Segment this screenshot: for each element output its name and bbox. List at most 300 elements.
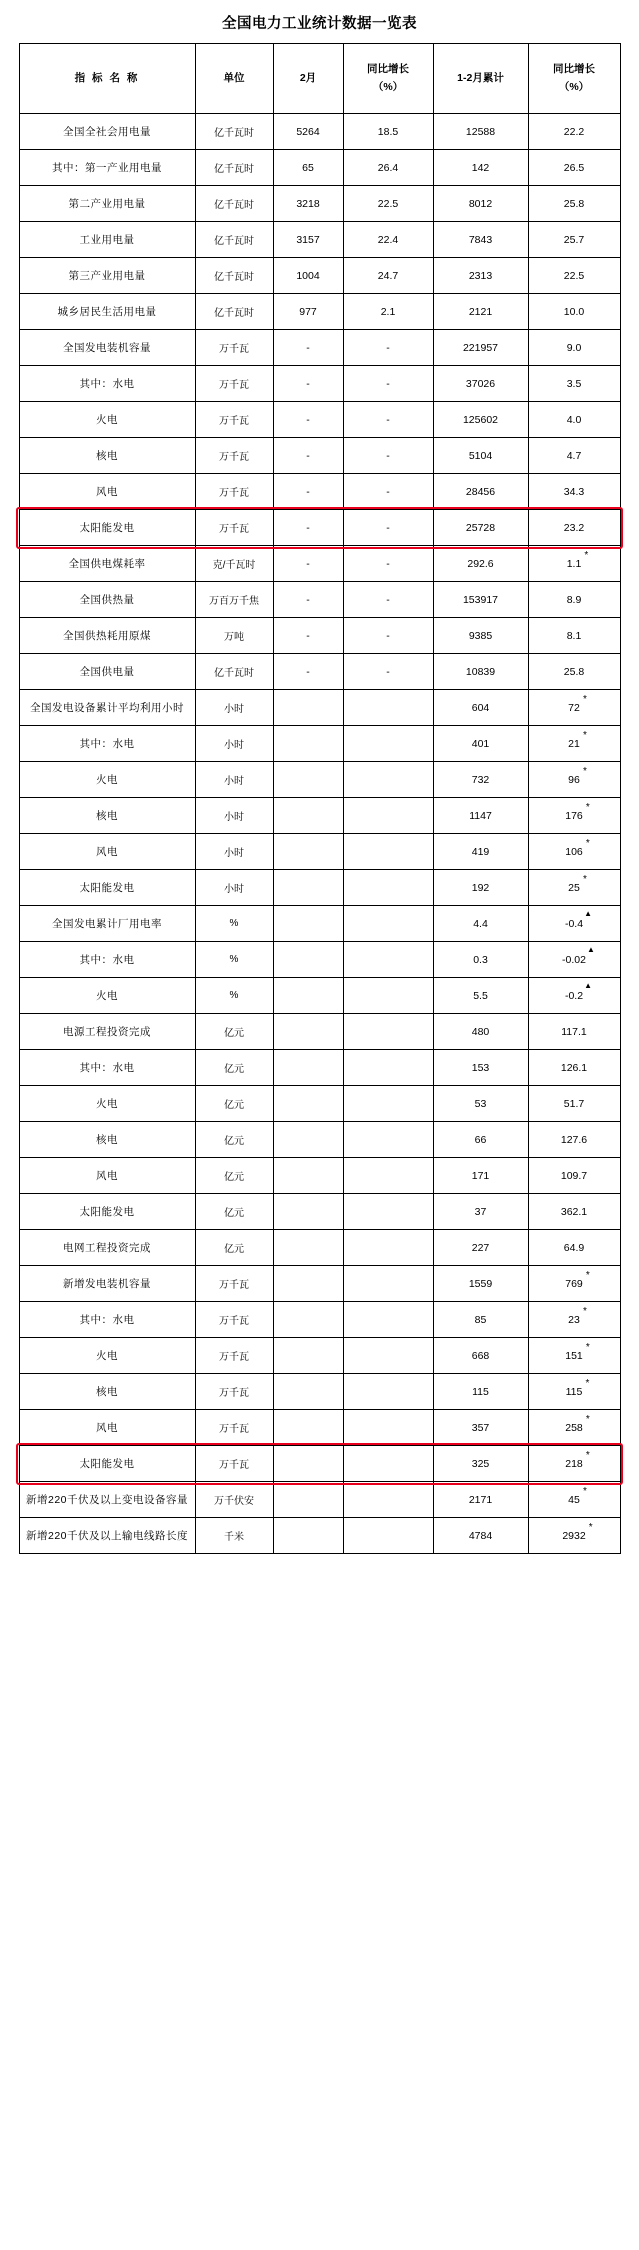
table-row xyxy=(19,150,620,186)
column-header-february xyxy=(273,44,343,114)
row-february-value xyxy=(273,1158,343,1194)
row-cumulative-value: 401 xyxy=(433,726,528,762)
row-cumulative-value: 153 xyxy=(433,1050,528,1086)
row-indicator-name: 其中：水电 xyxy=(19,942,195,978)
row-unit: 亿元 xyxy=(195,1050,273,1086)
row-february-yoy xyxy=(343,798,433,834)
page-title: 全国电力工业统计数据一览表 xyxy=(222,16,417,32)
row-february-value xyxy=(273,834,343,870)
row-cumulative-value: 604 xyxy=(433,690,528,726)
row-cumulative-value: 2121 xyxy=(433,294,528,330)
row-february-value: - xyxy=(273,402,343,438)
triangle-marker-icon: ▲ xyxy=(587,944,595,954)
row-cumulative-yoy xyxy=(528,906,620,942)
table-row xyxy=(19,258,620,294)
triangle-marker-icon: ▲ xyxy=(584,908,593,918)
row-unit: 亿元 xyxy=(195,1194,273,1230)
table-row xyxy=(19,330,620,366)
row-cumulative-yoy xyxy=(528,1266,620,1302)
row-indicator-name: 全国供电煤耗率 xyxy=(19,546,195,582)
row-cumulative-yoy xyxy=(528,690,620,726)
table-row xyxy=(19,1410,620,1446)
row-indicator-name: 新增发电装机容量 xyxy=(19,1266,195,1302)
asterisk-marker-icon: * xyxy=(582,765,587,777)
column-header-february-label: 2月 xyxy=(299,72,317,85)
row-february-value: - xyxy=(273,654,343,690)
row-unit: 万千瓦 xyxy=(195,1302,273,1338)
row-indicator-name: 火电 xyxy=(19,402,195,438)
row-february-value xyxy=(273,942,343,978)
row-unit: 小时 xyxy=(195,690,273,726)
row-unit: 亿千瓦时 xyxy=(195,654,273,690)
table-row xyxy=(19,438,620,474)
row-cumulative-value: 85 xyxy=(433,1302,528,1338)
row-indicator-name: 核电 xyxy=(19,438,195,474)
asterisk-marker-icon: * xyxy=(584,549,589,561)
row-cumulative-yoy xyxy=(528,762,620,798)
row-cumulative-yoy: 10.0 xyxy=(528,294,620,330)
row-cumulative-yoy-value: 2932 * xyxy=(562,1521,593,1542)
row-cumulative-yoy xyxy=(528,546,620,582)
row-february-value xyxy=(273,1230,343,1266)
row-february-yoy xyxy=(343,1338,433,1374)
column-header-unit-label: 单位 xyxy=(223,72,245,85)
row-unit: 万千瓦 xyxy=(195,474,273,510)
row-indicator-name: 其中：水电 xyxy=(19,366,195,402)
row-indicator-name: 风电 xyxy=(19,834,195,870)
row-unit: 亿千瓦时 xyxy=(195,114,273,150)
table-row xyxy=(19,1446,620,1482)
row-february-yoy: - xyxy=(343,438,433,474)
table-row xyxy=(19,546,620,582)
row-february-yoy xyxy=(343,726,433,762)
table-row xyxy=(19,1194,620,1230)
row-indicator-name: 电网工程投资完成 xyxy=(19,1230,195,1266)
row-cumulative-value: 192 xyxy=(433,870,528,906)
row-february-value xyxy=(273,1086,343,1122)
row-february-value xyxy=(273,1050,343,1086)
asterisk-marker-icon: * xyxy=(582,729,587,741)
row-unit: 万千瓦 xyxy=(195,366,273,402)
table-row xyxy=(19,1518,620,1554)
row-cumulative-yoy: 127.6 xyxy=(528,1122,620,1158)
row-indicator-name: 第二产业用电量 xyxy=(19,186,195,222)
row-unit: 万千瓦 xyxy=(195,438,273,474)
row-indicator-name: 全国发电设备累计平均利用小时 xyxy=(19,690,195,726)
row-unit: 小时 xyxy=(195,762,273,798)
row-indicator-name: 风电 xyxy=(19,474,195,510)
row-indicator-name: 其中：水电 xyxy=(19,726,195,762)
row-february-value xyxy=(273,726,343,762)
row-unit: 亿元 xyxy=(195,1086,273,1122)
row-cumulative-yoy xyxy=(528,942,620,978)
row-february-yoy xyxy=(343,1302,433,1338)
row-cumulative-value: 4.4 xyxy=(433,906,528,942)
row-february-yoy: - xyxy=(343,510,433,546)
column-header-unit xyxy=(195,44,273,114)
row-unit: 亿千瓦时 xyxy=(195,222,273,258)
table-row xyxy=(19,1302,620,1338)
row-february-yoy xyxy=(343,1482,433,1518)
row-february-value xyxy=(273,1374,343,1410)
row-february-value xyxy=(273,1194,343,1230)
row-cumulative-yoy xyxy=(528,1374,620,1410)
row-unit: 亿元 xyxy=(195,1230,273,1266)
row-cumulative-yoy-value: 151 * xyxy=(565,1341,590,1362)
row-february-value: 977 xyxy=(273,294,343,330)
row-february-yoy: - xyxy=(343,618,433,654)
row-cumulative-yoy: 362.1 xyxy=(528,1194,620,1230)
row-indicator-name: 太阳能发电 xyxy=(19,510,195,546)
row-unit: 亿千瓦时 xyxy=(195,150,273,186)
row-cumulative-yoy xyxy=(528,1338,620,1374)
row-cumulative-yoy xyxy=(528,870,620,906)
row-unit: 亿元 xyxy=(195,1014,273,1050)
row-february-value xyxy=(273,762,343,798)
row-cumulative-value: 28456 xyxy=(433,474,528,510)
row-indicator-name: 第三产业用电量 xyxy=(19,258,195,294)
row-february-yoy: - xyxy=(343,474,433,510)
row-cumulative-value: 221957 xyxy=(433,330,528,366)
row-cumulative-yoy-value: 115 * xyxy=(565,1377,590,1398)
row-cumulative-yoy: 25.8 xyxy=(528,186,620,222)
row-cumulative-value: 115 xyxy=(433,1374,528,1410)
row-cumulative-value: 1147 xyxy=(433,798,528,834)
row-february-yoy xyxy=(343,1122,433,1158)
row-cumulative-yoy xyxy=(528,978,620,1014)
row-february-yoy: - xyxy=(343,582,433,618)
asterisk-marker-icon: * xyxy=(585,1413,590,1425)
table-row xyxy=(19,834,620,870)
row-cumulative-yoy-value: -0.2 ▲ xyxy=(564,980,593,1002)
row-february-value xyxy=(273,690,343,726)
row-unit: 亿千瓦时 xyxy=(195,294,273,330)
row-february-value xyxy=(273,870,343,906)
row-cumulative-yoy xyxy=(528,726,620,762)
row-cumulative-value: 480 xyxy=(433,1014,528,1050)
row-february-value: - xyxy=(273,330,343,366)
row-indicator-name: 火电 xyxy=(19,1086,195,1122)
row-february-value: 5264 xyxy=(273,114,343,150)
row-cumulative-yoy xyxy=(528,1446,620,1482)
row-cumulative-yoy-value: -0.4 ▲ xyxy=(564,908,593,930)
row-cumulative-value: 7843 xyxy=(433,222,528,258)
column-header-cumulative xyxy=(433,44,528,114)
row-cumulative-yoy xyxy=(528,834,620,870)
row-unit: 万吨 xyxy=(195,618,273,654)
row-cumulative-value: 227 xyxy=(433,1230,528,1266)
row-february-yoy xyxy=(343,942,433,978)
table-row xyxy=(19,726,620,762)
row-indicator-name: 全国发电累计厂用电率 xyxy=(19,906,195,942)
row-unit: 万千瓦 xyxy=(195,402,273,438)
table-row xyxy=(19,798,620,834)
row-cumulative-yoy-value: 45 * xyxy=(568,1485,587,1506)
row-indicator-name: 全国供热耗用原煤 xyxy=(19,618,195,654)
row-unit: 小时 xyxy=(195,726,273,762)
row-indicator-name: 新增220千伏及以上输电线路长度 xyxy=(19,1518,195,1554)
row-february-yoy xyxy=(343,1230,433,1266)
row-unit: 万千瓦 xyxy=(195,1410,273,1446)
row-cumulative-value: 5.5 xyxy=(433,978,528,1014)
table-row xyxy=(19,1158,620,1194)
table-row xyxy=(19,1374,620,1410)
row-cumulative-yoy: 23.2 xyxy=(528,510,620,546)
column-header-feb-yoy xyxy=(343,44,433,114)
row-indicator-name: 火电 xyxy=(19,762,195,798)
row-cumulative-yoy-value: 218 * xyxy=(565,1449,590,1470)
row-cumulative-yoy: 34.3 xyxy=(528,474,620,510)
row-february-value: - xyxy=(273,582,343,618)
row-indicator-name: 城乡居民生活用电量 xyxy=(19,294,195,330)
asterisk-marker-icon: * xyxy=(582,873,587,885)
row-cumulative-value: 12588 xyxy=(433,114,528,150)
asterisk-marker-icon: * xyxy=(582,1485,587,1497)
table-header xyxy=(19,44,620,114)
row-february-value: 3157 xyxy=(273,222,343,258)
row-indicator-name: 新增220千伏及以上变电设备容量 xyxy=(19,1482,195,1518)
row-cumulative-value: 53 xyxy=(433,1086,528,1122)
row-cumulative-value: 325 xyxy=(433,1446,528,1482)
row-indicator-name: 电源工程投资完成 xyxy=(19,1014,195,1050)
row-cumulative-value: 5104 xyxy=(433,438,528,474)
row-february-value xyxy=(273,978,343,1014)
row-february-yoy xyxy=(343,834,433,870)
asterisk-marker-icon: * xyxy=(582,1305,587,1317)
row-february-yoy xyxy=(343,1158,433,1194)
row-cumulative-value: 2171 xyxy=(433,1482,528,1518)
triangle-marker-icon: ▲ xyxy=(584,980,593,990)
row-cumulative-yoy: 64.9 xyxy=(528,1230,620,1266)
row-cumulative-yoy: 117.1 xyxy=(528,1014,620,1050)
row-february-yoy xyxy=(343,1014,433,1050)
row-february-yoy: 26.4 xyxy=(343,150,433,186)
row-unit: 万千瓦 xyxy=(195,510,273,546)
table-row xyxy=(19,222,620,258)
row-cumulative-yoy-value: -0.02 ▲ xyxy=(562,944,595,966)
row-cumulative-yoy: 4.7 xyxy=(528,438,620,474)
header-row xyxy=(19,44,620,114)
table-row xyxy=(19,114,620,150)
row-february-value: - xyxy=(273,510,343,546)
row-cumulative-value: 0.3 xyxy=(433,942,528,978)
row-february-value xyxy=(273,1014,343,1050)
row-unit: 亿千瓦时 xyxy=(195,258,273,294)
row-cumulative-yoy-value: 769 * xyxy=(565,1269,590,1290)
row-cumulative-value: 125602 xyxy=(433,402,528,438)
row-february-yoy xyxy=(343,1266,433,1302)
row-february-yoy: 24.7 xyxy=(343,258,433,294)
row-february-yoy: - xyxy=(343,366,433,402)
table-row xyxy=(19,1482,620,1518)
row-february-yoy xyxy=(343,1518,433,1554)
row-cumulative-yoy: 4.0 xyxy=(528,402,620,438)
row-indicator-name: 核电 xyxy=(19,798,195,834)
row-february-value xyxy=(273,1302,343,1338)
table-row xyxy=(19,510,620,546)
row-cumulative-yoy-value: 25 * xyxy=(568,873,587,894)
row-cumulative-yoy: 22.2 xyxy=(528,114,620,150)
row-february-value: - xyxy=(273,546,343,582)
asterisk-marker-icon: * xyxy=(588,1521,593,1533)
row-indicator-name: 太阳能发电 xyxy=(19,1194,195,1230)
table-row xyxy=(19,474,620,510)
table-body xyxy=(19,114,620,1554)
row-cumulative-yoy xyxy=(528,1302,620,1338)
row-indicator-name: 火电 xyxy=(19,1338,195,1374)
row-february-value xyxy=(273,798,343,834)
row-unit: 万百万千焦 xyxy=(195,582,273,618)
column-header-cumulative-label: 1-2月累计 xyxy=(457,71,504,84)
column-header-indicator xyxy=(19,44,195,114)
row-unit: 万千瓦 xyxy=(195,1446,273,1482)
row-unit: 千米 xyxy=(195,1518,273,1554)
row-indicator-name: 火电 xyxy=(19,978,195,1014)
row-cumulative-yoy xyxy=(528,798,620,834)
table-row xyxy=(19,690,620,726)
row-february-yoy xyxy=(343,1086,433,1122)
table-row xyxy=(19,1338,620,1374)
row-indicator-name: 风电 xyxy=(19,1158,195,1194)
row-cumulative-yoy: 9.0 xyxy=(528,330,620,366)
asterisk-marker-icon: * xyxy=(585,1449,590,1461)
row-february-value xyxy=(273,1410,343,1446)
table-row xyxy=(19,402,620,438)
row-february-value: - xyxy=(273,438,343,474)
row-unit: 万千瓦 xyxy=(195,1266,273,1302)
row-cumulative-value: 142 xyxy=(433,150,528,186)
row-unit: % xyxy=(195,942,273,978)
row-february-yoy: - xyxy=(343,654,433,690)
row-cumulative-yoy: 25.8 xyxy=(528,654,620,690)
table-row xyxy=(19,186,620,222)
row-cumulative-yoy: 109.7 xyxy=(528,1158,620,1194)
row-cumulative-value: 1559 xyxy=(433,1266,528,1302)
row-february-yoy: 2.1 xyxy=(343,294,433,330)
row-february-yoy: 22.4 xyxy=(343,222,433,258)
row-february-yoy: - xyxy=(343,546,433,582)
table-row xyxy=(19,906,620,942)
row-unit: 万千瓦 xyxy=(195,1338,273,1374)
table-row xyxy=(19,294,620,330)
row-unit: 万千瓦 xyxy=(195,330,273,366)
row-cumulative-yoy xyxy=(528,1518,620,1554)
row-february-yoy xyxy=(343,1050,433,1086)
row-indicator-name: 核电 xyxy=(19,1374,195,1410)
asterisk-marker-icon: * xyxy=(585,1341,590,1353)
row-february-value xyxy=(273,1122,343,1158)
row-february-value: 65 xyxy=(273,150,343,186)
row-indicator-name: 全国发电装机容量 xyxy=(19,330,195,366)
row-unit: 万千伏安 xyxy=(195,1482,273,1518)
column-header-cum-yoy xyxy=(528,44,620,114)
row-cumulative-value: 9385 xyxy=(433,618,528,654)
row-february-yoy: 18.5 xyxy=(343,114,433,150)
row-february-yoy: 22.5 xyxy=(343,186,433,222)
asterisk-marker-icon: * xyxy=(585,1377,590,1389)
table-row xyxy=(19,654,620,690)
row-cumulative-yoy xyxy=(528,1410,620,1446)
row-indicator-name: 全国全社会用电量 xyxy=(19,114,195,150)
row-february-value: 3218 xyxy=(273,186,343,222)
row-february-value xyxy=(273,1446,343,1482)
row-february-value: - xyxy=(273,618,343,654)
table-row xyxy=(19,1086,620,1122)
row-unit: 小时 xyxy=(195,834,273,870)
row-indicator-name: 全国供热量 xyxy=(19,582,195,618)
row-february-value: - xyxy=(273,474,343,510)
row-february-yoy xyxy=(343,1194,433,1230)
row-cumulative-yoy: 8.9 xyxy=(528,582,620,618)
row-february-value xyxy=(273,1482,343,1518)
asterisk-marker-icon: * xyxy=(582,693,587,705)
row-cumulative-yoy-value: 21 * xyxy=(568,729,587,750)
column-header-feb-yoy-unit: （%） xyxy=(372,80,404,93)
row-february-value xyxy=(273,1338,343,1374)
row-unit: 克/千瓦时 xyxy=(195,546,273,582)
table-row xyxy=(19,366,620,402)
row-cumulative-yoy: 126.1 xyxy=(528,1050,620,1086)
row-cumulative-value: 357 xyxy=(433,1410,528,1446)
row-february-yoy xyxy=(343,1446,433,1482)
asterisk-marker-icon: * xyxy=(585,801,590,813)
asterisk-marker-icon: * xyxy=(585,837,590,849)
row-cumulative-yoy-value: 1.1 * xyxy=(566,549,589,570)
row-indicator-name: 其中：水电 xyxy=(19,1050,195,1086)
table-row xyxy=(19,1122,620,1158)
row-cumulative-value: 419 xyxy=(433,834,528,870)
row-cumulative-yoy-value: 96 * xyxy=(568,765,587,786)
row-cumulative-yoy-value: 72 * xyxy=(568,693,587,714)
row-indicator-name: 核电 xyxy=(19,1122,195,1158)
row-cumulative-yoy: 25.7 xyxy=(528,222,620,258)
row-cumulative-value: 292.6 xyxy=(433,546,528,582)
asterisk-marker-icon: * xyxy=(585,1269,590,1281)
row-february-value: 1004 xyxy=(273,258,343,294)
row-february-yoy: - xyxy=(343,330,433,366)
row-cumulative-yoy: 26.5 xyxy=(528,150,620,186)
row-cumulative-yoy xyxy=(528,1482,620,1518)
table-row xyxy=(19,978,620,1014)
row-cumulative-yoy: 51.7 xyxy=(528,1086,620,1122)
row-unit: 亿千瓦时 xyxy=(195,186,273,222)
row-february-yoy xyxy=(343,690,433,726)
table-row xyxy=(19,582,620,618)
row-february-yoy xyxy=(343,1374,433,1410)
statistics-table xyxy=(19,43,621,1554)
table-row xyxy=(19,1014,620,1050)
table-row xyxy=(19,618,620,654)
row-indicator-name: 风电 xyxy=(19,1410,195,1446)
row-cumulative-value: 4784 xyxy=(433,1518,528,1554)
row-cumulative-yoy-value: 176 * xyxy=(565,801,590,822)
row-unit: 亿元 xyxy=(195,1158,273,1194)
row-february-yoy xyxy=(343,762,433,798)
row-cumulative-value: 10839 xyxy=(433,654,528,690)
row-february-value: - xyxy=(273,366,343,402)
column-header-feb-yoy-label: 同比增长 xyxy=(367,62,409,75)
row-cumulative-value: 37 xyxy=(433,1194,528,1230)
row-february-value xyxy=(273,1518,343,1554)
table-row xyxy=(19,762,620,798)
row-indicator-name: 工业用电量 xyxy=(19,222,195,258)
row-indicator-name: 全国供电量 xyxy=(19,654,195,690)
row-cumulative-yoy-value: 106 * xyxy=(565,837,590,858)
row-cumulative-value: 668 xyxy=(433,1338,528,1374)
row-cumulative-value: 732 xyxy=(433,762,528,798)
row-indicator-name: 其中：第一产业用电量 xyxy=(19,150,195,186)
row-february-yoy xyxy=(343,1410,433,1446)
